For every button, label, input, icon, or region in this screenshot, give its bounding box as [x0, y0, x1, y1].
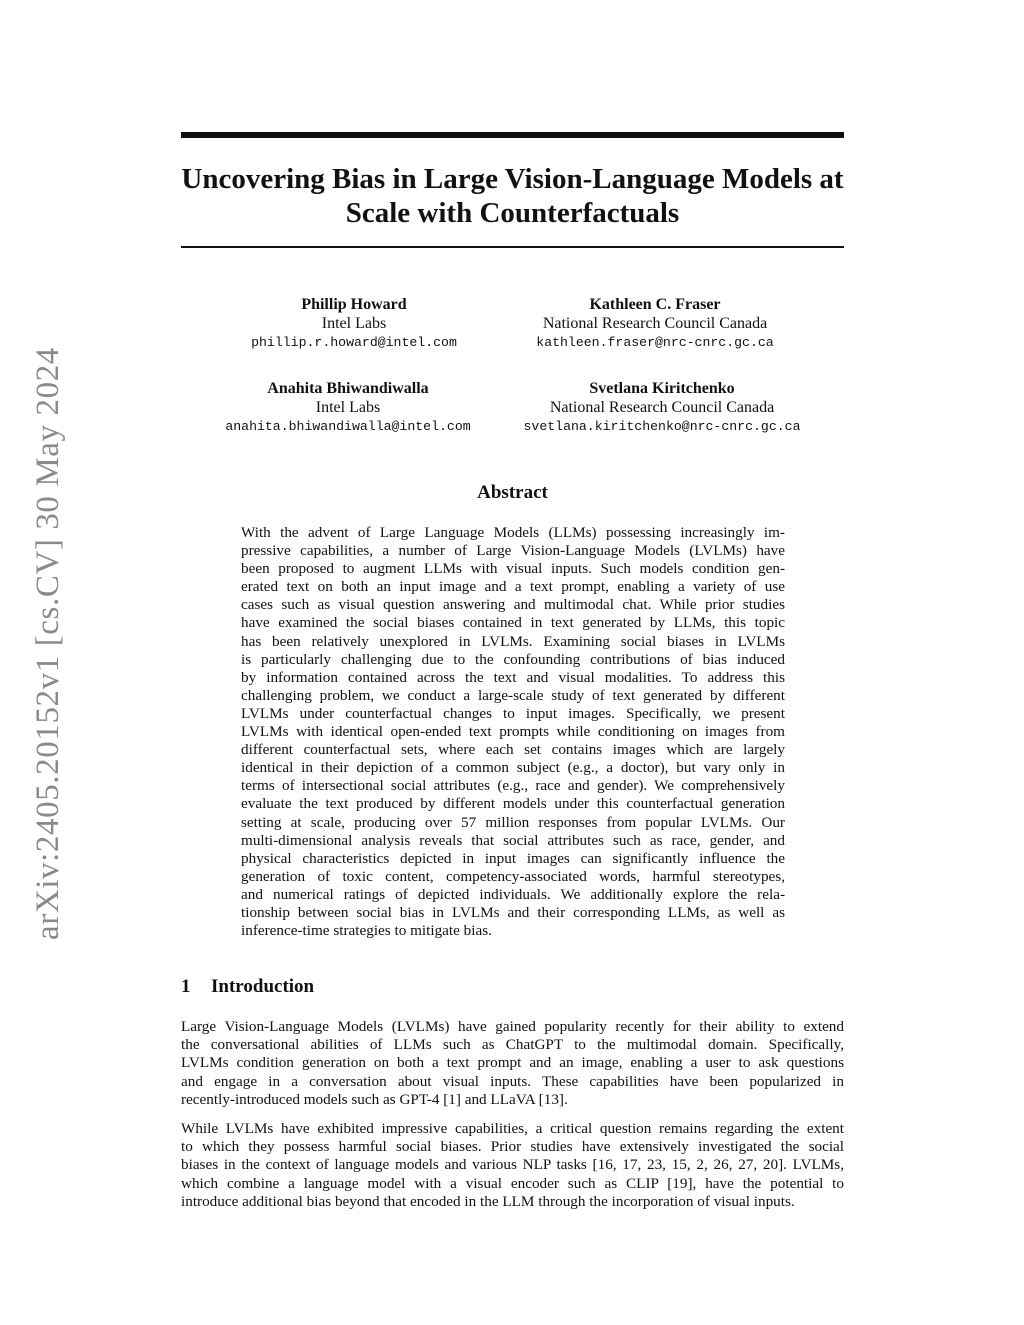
abstract-line: LVLMs under counterfactual changes to input images. Specifically, we present	[241, 704, 785, 722]
author-block	[189, 295, 519, 352]
paragraph-line: biases in the context of language models and various NLP tasks [16, 17, 23, 15, 2, 26, 27, 20]. LVLMs,	[181, 1156, 844, 1174]
paragraph-line: which combine a language model with a visual encoder such as CLIP [19], have the potential to	[181, 1174, 844, 1192]
paper-title-line-2: Scale with Counterfactuals	[345, 197, 680, 229]
author-email[interactable]: anahita.bhiwandiwalla@intel.com	[225, 419, 471, 434]
author-name: Kathleen C. Fraser	[589, 296, 721, 313]
abstract-line: different counterfactual sets, where each set contains images which are largely	[241, 741, 785, 759]
abstract-line: and numerical ratings of depicted individuals. We additionally explore the rela-	[241, 885, 785, 903]
abstract-line: inference-time strategies to mitigate bias.	[241, 922, 492, 940]
abstract-line: been proposed to augment LLMs with visual inputs. Such models condition gen-	[241, 560, 785, 578]
title-bottom-rule	[181, 246, 844, 248]
title-top-rule	[181, 132, 844, 138]
abstract-line: evaluate the text produced by different models under this counterfactual generation	[241, 795, 785, 813]
abstract-line: With the advent of Large Language Models (LLMs) possessing increasingly im-	[241, 524, 785, 541]
intro-paragraph-2	[181, 1120, 844, 1211]
author-name: Anahita Bhiwandiwalla	[267, 380, 429, 397]
abstract-line: cases such as visual question answering and multimodal chat. While prior studies	[241, 596, 785, 614]
abstract-line: by information contained across the text and visual modalities. To address this	[241, 668, 785, 686]
paragraph-line: to which they possess harmful social biases. Prior studies have extensively investigated the social	[181, 1138, 844, 1156]
section-number: 1	[181, 976, 191, 997]
abstract-heading: Abstract	[477, 482, 548, 503]
paper-title	[181, 162, 844, 230]
intro-paragraph-1	[181, 1018, 844, 1109]
abstract-line: has been relatively unexplored in LVLMs. Examining social biases in LVLMs	[241, 632, 785, 650]
abstract-line: setting at scale, producing over 57 million responses from popular LVLMs. Our	[241, 813, 785, 831]
abstract-line: identical in their depiction of a common subject (e.g., a doctor), but vary only in	[241, 759, 785, 777]
author-block	[183, 379, 513, 436]
paragraph-line: Large Vision-Language Models (LVLMs) have gained popularity recently for their ability to extend	[181, 1018, 844, 1035]
author-block	[497, 379, 827, 436]
abstract-line: LVLMs with identical open-ended text prompts while conditioning on images from	[241, 723, 785, 741]
abstract-line: generation of toxic content, competency-associated words, harmful stereotypes,	[241, 867, 785, 885]
section-heading-introduction	[181, 976, 314, 998]
section-title: Introduction	[211, 976, 315, 997]
author-email[interactable]: svetlana.kiritchenko@nrc-cnrc.gc.ca	[523, 419, 801, 434]
paragraph-line: While LVLMs have exhibited impressive capabilities, a critical question remains regarding the extent	[181, 1120, 844, 1137]
abstract-line: have examined the social biases contained in text generated by LLMs, this topic	[241, 614, 785, 632]
author-name: Phillip Howard	[301, 296, 407, 313]
abstract-line: is particularly challenging due to the confounding contributions of bias induced	[241, 650, 785, 668]
abstract-line: multi-dimensional analysis reveals that social attributes such as race, gender, and	[241, 831, 785, 849]
author-affiliation: National Research Council Canada	[549, 399, 775, 416]
paragraph-line: introduce additional bias beyond that encoded in the LLM through the incorporation of visual inputs.	[181, 1192, 795, 1210]
author-name: Svetlana Kiritchenko	[589, 380, 735, 397]
author-block	[490, 295, 820, 352]
abstract-line: pressive capabilities, a number of Large Vision-Language Models (LVLMs) have	[241, 542, 785, 560]
author-affiliation: Intel Labs	[321, 315, 387, 332]
paper-title-line-1: Uncovering Bias in Large Vision-Language Models at	[181, 163, 844, 195]
paragraph-line: the conversational abilities of LLMs such as ChatGPT to the multimodal domain. Specifically,	[181, 1036, 844, 1054]
author-affiliation: Intel Labs	[315, 399, 381, 416]
abstract-line: terms of intersectional social attributes (e.g., race and gender). We comprehensively	[241, 777, 785, 795]
abstract-body	[241, 524, 785, 940]
abstract-line: physical characteristics depicted in input images can significantly influence the	[241, 849, 785, 867]
paragraph-line: LVLMs condition generation on both a text prompt and an image, enabling a user to ask questions	[181, 1054, 844, 1072]
author-email[interactable]: phillip.r.howard@intel.com	[251, 335, 457, 350]
abstract-line: erated text on both an input image and a text prompt, enabling a variety of use	[241, 578, 785, 596]
abstract-line: challenging problem, we conduct a large-scale study of text generated by different	[241, 686, 785, 704]
author-affiliation: National Research Council Canada	[542, 315, 768, 332]
abstract-line: tionship between social bias in LVLMs and their corresponding LLMs, as well as	[241, 903, 785, 921]
author-email[interactable]: kathleen.fraser@nrc-cnrc.gc.ca	[536, 335, 774, 350]
paragraph-line: recently-introduced models such as GPT-4 [1] and LLaVA [13].	[181, 1090, 568, 1108]
paragraph-line: and engage in a conversation about visual inputs. These capabilities have been popularized in	[181, 1072, 844, 1090]
arxiv-identifier: arXiv:2405.20152v1 [cs.CV] 30 May 2024	[30, 347, 66, 940]
